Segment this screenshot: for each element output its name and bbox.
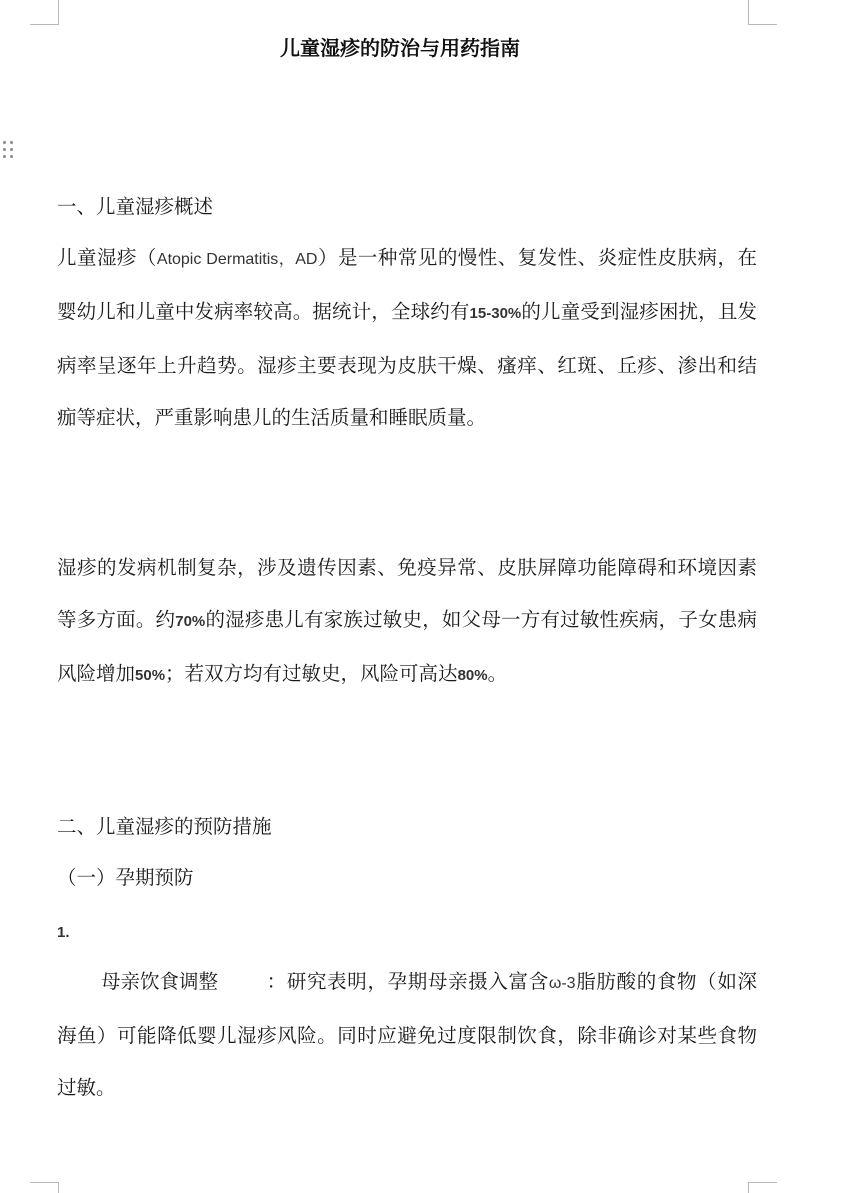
document-title: 儿童湿疹的防治与用药指南	[280, 36, 520, 60]
paragraph-mechanism: 湿疹的发病机制复杂，涉及遗传因素、免疫异常、皮肤屏障功能障碍和环境因素等多方面。约70%的湿疹患儿有家族过敏史，如父母一方有过敏性疾病，子女患病风险增加50%；若双方均有过敏史，风险可高达80%。	[57, 556, 757, 685]
list-number: 1.	[57, 924, 70, 941]
paragraph-overview: 儿童湿疹（Atopic Dermatitis，AD）是一种常见的慢性、复发性、炎症性皮肤病，在婴幼儿和儿童中发病率较高。据统计，全球约有15-30%的儿童受到湿疹困扰，且发病率呈逐年上升趋势。湿疹主要表现为皮肤干燥、瘙痒、红斑、丘疹、渗出和结痂等症状，严重影响患儿的生活质量和睡眠质量。	[57, 246, 757, 429]
list-item-label: 母亲饮食调整	[101, 970, 219, 993]
section-heading-prevention: 二、儿童湿疹的预防措施	[57, 815, 272, 838]
crop-mark-top-left	[30, 0, 59, 25]
section-heading-overview: 一、儿童湿疹概述	[57, 195, 214, 218]
block-drag-handle-icon[interactable]	[3, 141, 15, 163]
subheading-pregnancy: （一）孕期预防	[57, 866, 194, 889]
crop-mark-top-right	[748, 0, 777, 25]
list-item-diet: 母亲饮食调整 ：研究表明，孕期母亲摄入富含ω-3脂肪酸的食物（如深海鱼）可能降低婴儿湿疹风险。同时应避免过度限制饮食，除非确诊对某些食物过敏。	[57, 956, 757, 1114]
